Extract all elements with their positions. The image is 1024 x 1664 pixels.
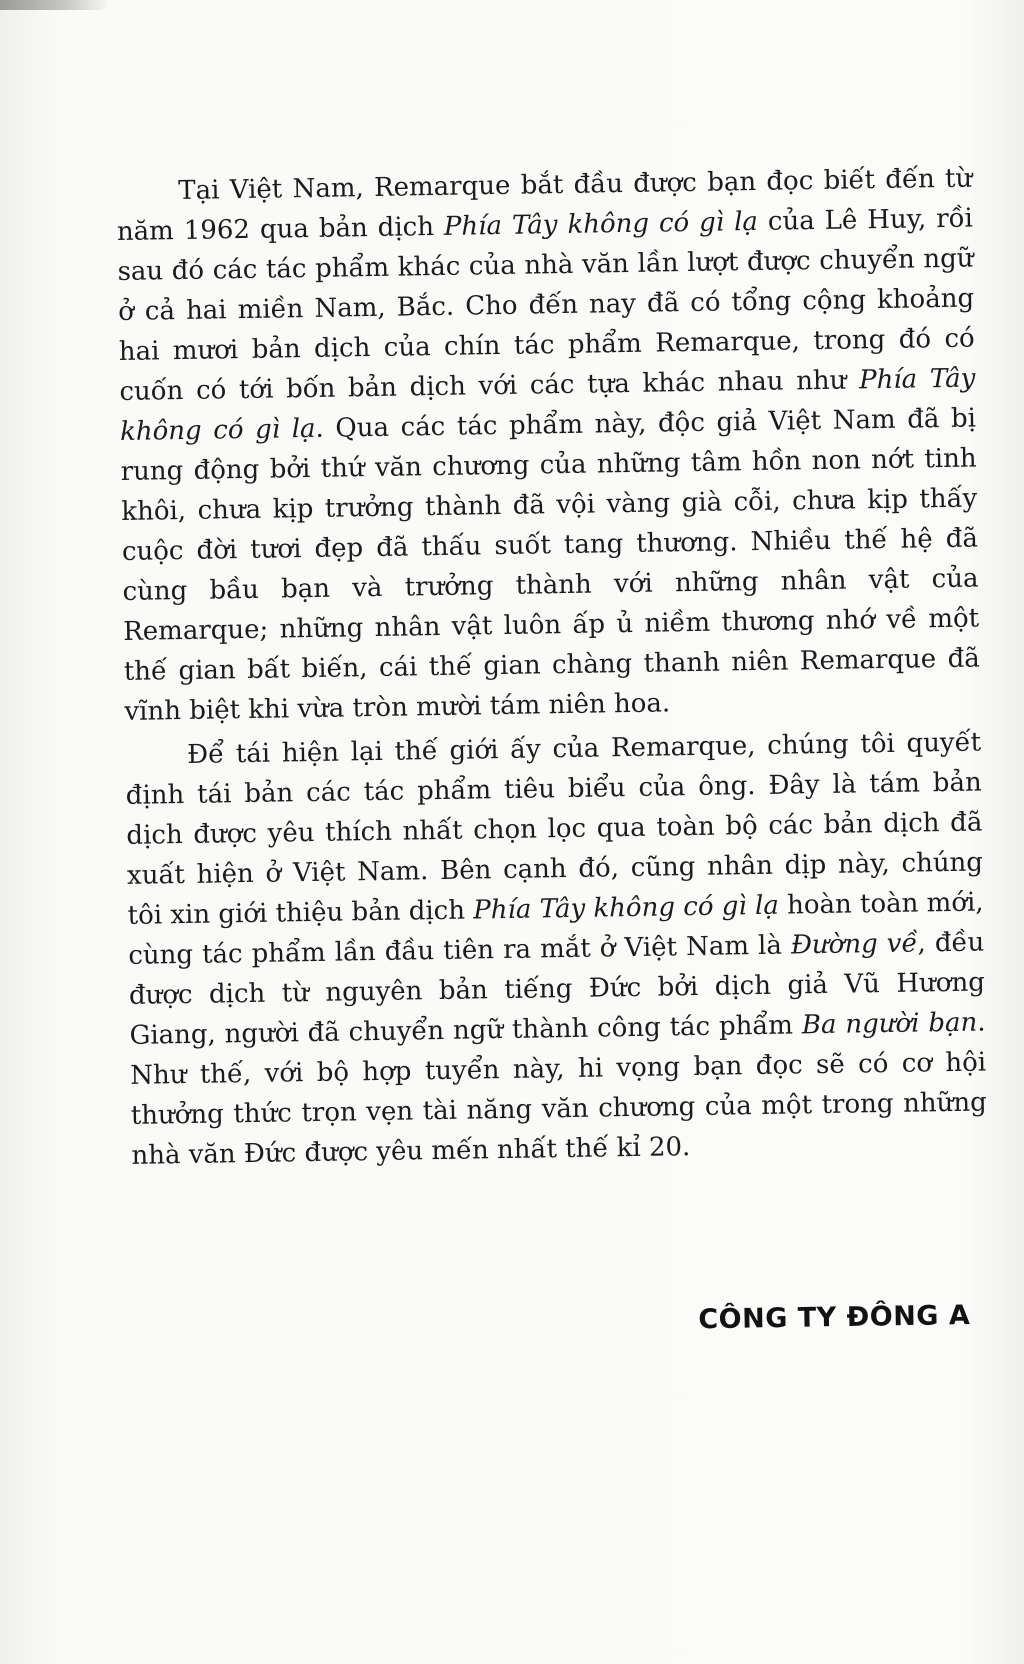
book-title-italic: Phía Tây không có gì lạ — [443, 206, 759, 242]
text-run: . Qua các tác phẩm này, độc giả Việt Nam đã bị rung động bởi thứ văn chương của những tâm hồn non nớt tinh khôi, chưa kịp trưởng thành đã vội vàng già cỗi, chưa kịp thấy cuộc đời tươi đẹp đã thấu suốt tang thương. Nhiều thế hệ đã cùng bầu bạn và trưởng thành với những nhân vật của Remarque; những nhân vật luôn ấp ủ niềm thương nhớ về một thế gian bất biến, cái thế gian chàng thanh niên Remarque đã vĩnh biệt khi vừa tròn mười tám niên hoa. — [120, 403, 980, 727]
book-title-italic: Ba người bạn — [801, 1007, 978, 1041]
body-text — [116, 159, 988, 1176]
text-run: của Lê Huy, rồi sau đó các tác phẩm khác của nhà văn lần lượt được chuyển ngữ ở cả hai miền Nam, Bắc. Cho đến nay đã có tổng cộng khoảng hai mươi bản dịch của chín tác phẩm Remarque, trong đó có cuốn có tới bốn bản dịch với các tựa khác nhau như — [117, 203, 975, 407]
text-run: , đều được dịch từ nguyên bản tiếng Đức bởi dịch giả Vũ Hương Giang, người đã chuyển ngữ thành công tác phẩm — [128, 927, 986, 1051]
text-run: Để tái hiện lại thế giới ấy của Remarque, chúng tôi quyết định tái bản các tác phẩm tiêu biểu của ông. Đây là tám bản dịch được yêu thích nhất chọn lọc qua toàn bộ các bản dịch đã xuất hiện ở Việt Nam. Bên cạnh đó, cũng nhân dịp này, chúng tôi xin giới thiệu bản dịch — [125, 727, 984, 931]
text-run: hoàn toàn mới, cùng tác phẩm lần đầu tiên ra mắt ở Việt Nam là — [128, 887, 984, 971]
text-run: . Như thế, với bộ hợp tuyển này, hi vọng bạn đọc sẽ có cơ hội thưởng thức trọn vẹn tài năng văn chương của một trong những nhà văn Đức được yêu mến nhất thế kỉ 20. — [129, 1007, 987, 1171]
book-title-italic: Phía Tây không có gì lạ — [473, 890, 780, 926]
paragraph-2 — [125, 722, 988, 1175]
book-title-italic: Phía Tây không có gì lạ — [119, 363, 976, 447]
book-title-italic: Đường về — [790, 928, 918, 961]
paragraph-1 — [116, 159, 981, 732]
publisher-signature: CÔNG TY ĐÔNG A — [698, 1300, 971, 1336]
page-corner-shadow — [0, 0, 110, 10]
text-run: Tại Việt Nam, Remarque bắt đầu được bạn đọc biết đến từ năm 1962 qua bản dịch — [116, 163, 973, 247]
